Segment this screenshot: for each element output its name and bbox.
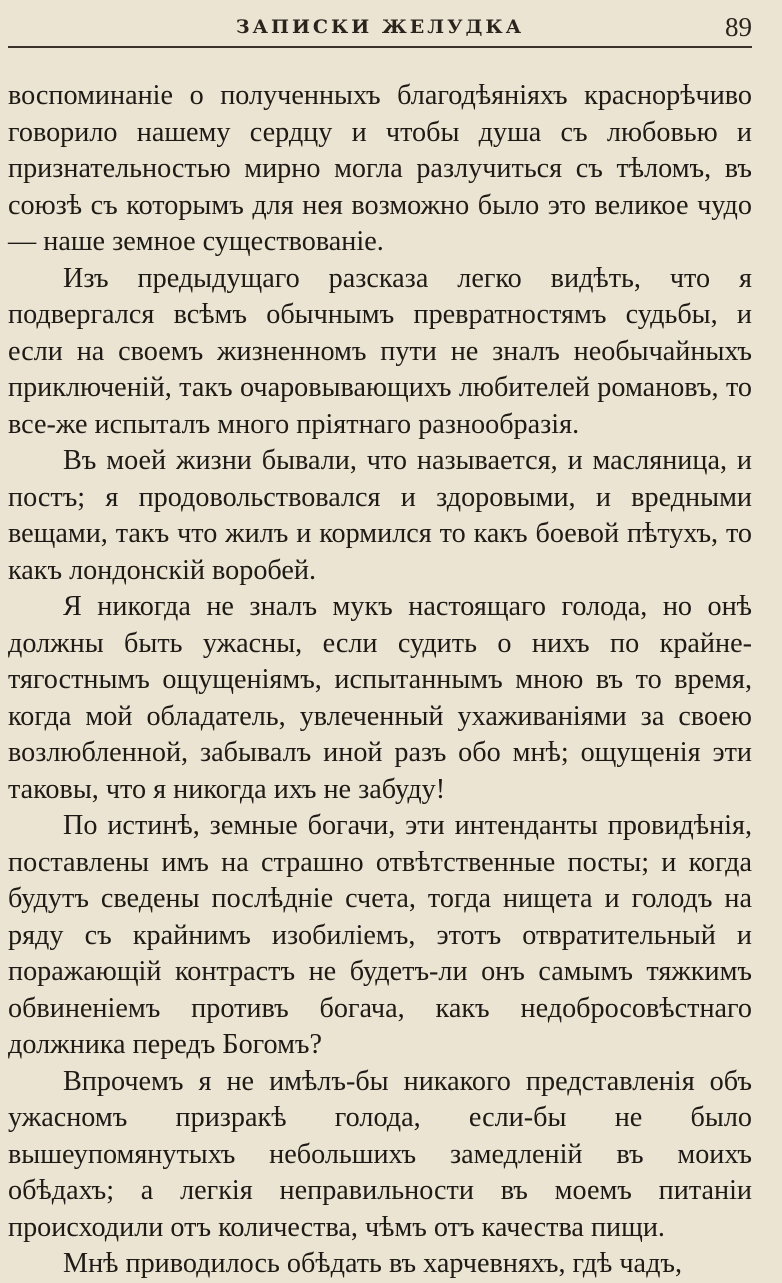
paragraph: По истинѣ, земные богачи, эти интенданты провидѣнія, поставлены имъ на страшно отвѣтственные посты; и когда будутъ сведены послѣдніе счета, тогда нищета и голодъ на ряду съ крайнимъ изобиліемъ, этотъ отвратительный и поражающій контрастъ не будетъ-ли онъ самымъ тяжкимъ обвиненіемъ противъ богача, какъ недобросовѣстнаго должника передъ Богомъ? [8,810,752,1060]
paragraph: Въ моей жизни бывали, что называется, и масляница, и постъ; я продовольствовался и здоровыми, и вредными вещами, такъ что жилъ и кормился то какъ боевой пѣтухъ, то какъ лондонскій воробей. [8,445,752,586]
paragraph: Впрочемъ я не имѣлъ-бы никакого представленія объ ужасномъ призракѣ голода, если-бы не было вышеупомянутыхъ небольшихъ замедленій въ моихъ обѣдахъ; а легкія неправильности въ моемъ питаніи происходили отъ количества, чѣмъ отъ качества пищи. [8,1065,752,1243]
paragraph: Изъ предыдущаго разсказа легко видѣть, что я подвергался всѣмъ обычнымъ превратностямъ судьбы, и если на своемъ жизненномъ пути не зналъ необычайныхъ приключеній, такъ очаровывающихъ любителей романовъ, то все-же испыталъ много пріятнаго разнообразія. [8,262,752,440]
page-header [8,6,752,46]
header-rule [8,46,752,48]
body-text [8,78,752,1283]
page-number: 89 [725,12,752,42]
paragraph-continued: воспоминаніе о полученныхъ благодѣяніяхъ краснорѣчиво говорило нашему сердцу и чтобы душа съ любовью и признательностью мирно могла разлучиться съ тѣломъ, въ союзѣ съ которымъ для нея возможно было это великое чудо — наше земное существованіе. [8,80,752,257]
running-title: ЗАПИСКИ ЖЕЛУДКА [235,16,525,38]
paragraph-truncated: Мнѣ приводилось обѣдать въ харчевняхъ, гдѣ чадъ, [63,1248,683,1279]
paragraph: Я никогда не зналъ мукъ настоящаго голода, но онѣ должны быть ужасны, если судить о нихъ по крайне-тягостнымъ ощущеніямъ, испытаннымъ мною въ то время, когда мой обладатель, увлеченный ухаживаніями за своею возлюбленной, забывалъ иной разъ обо мнѣ; ощущенія эти таковы, что я никогда ихъ не забуду! [8,591,752,805]
